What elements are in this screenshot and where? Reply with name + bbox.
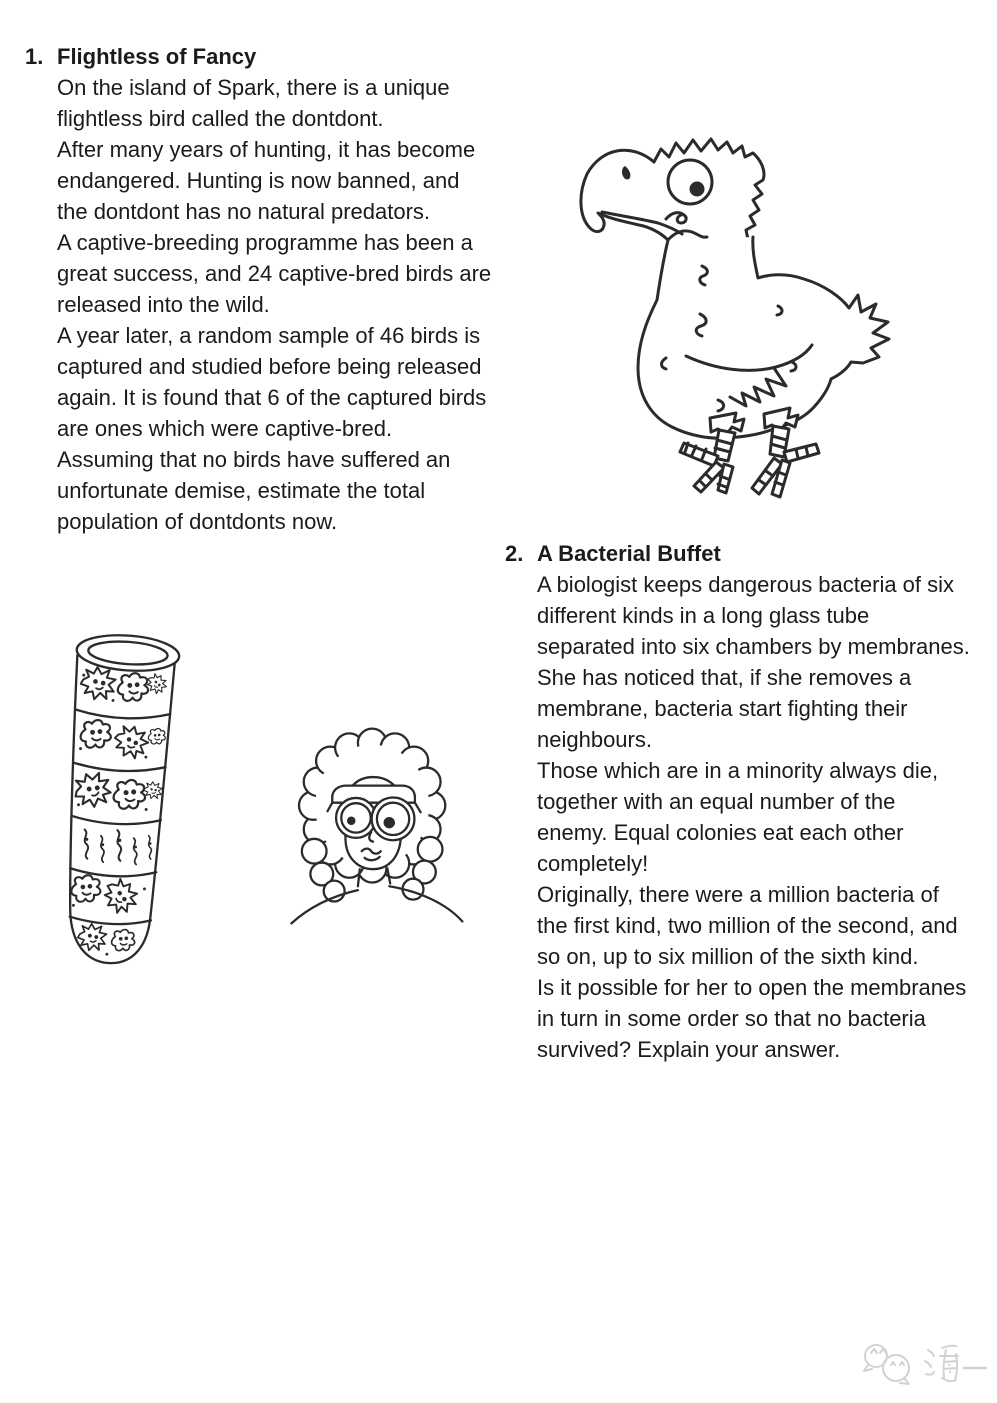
- dodo-bird-illustration: [568, 116, 900, 508]
- problem-2: [505, 538, 970, 1065]
- tube-opening: [76, 632, 181, 674]
- scientist-left-pupil: [347, 816, 356, 825]
- problem-1-line: are ones which were captive-bred.: [57, 416, 393, 441]
- problem-1-line: again. It is found that 6 of the captured birds: [57, 385, 487, 410]
- scientist-shoulders: [291, 886, 462, 923]
- problem-2-line: completely!: [537, 851, 649, 876]
- problem-1-line: endangered. Hunting is now banned, and: [57, 168, 460, 193]
- problem-2-heading: [505, 538, 970, 569]
- problem-1-line: After many years of hunting, it has become: [57, 137, 476, 162]
- problem-1-number: 1.: [25, 44, 44, 69]
- problem-2-title: A Bacterial Buffet: [537, 541, 721, 566]
- problem-1-line: A year later, a random sample of 46 birds is: [57, 323, 481, 348]
- problem-1: [25, 41, 491, 537]
- watermark: [856, 1338, 988, 1390]
- problem-2-line: different kinds in a long glass tube: [537, 603, 870, 628]
- bacteria-chamber-3: [68, 766, 163, 816]
- tube-membrane: [75, 708, 170, 722]
- problem-2-line: neighbours.: [537, 727, 652, 752]
- problem-2-line: A biologist keeps dangerous bacteria of six: [537, 572, 955, 597]
- watermark-text-hai-yi: [925, 1346, 986, 1381]
- problem-1-line: flightless bird called the dontdont.: [57, 106, 384, 131]
- test-tube-illustration: [58, 628, 208, 990]
- bird-pupil: [690, 182, 705, 197]
- scientist-illustration: [280, 720, 470, 931]
- problem-1-line: A captive-breeding programme has been a: [57, 230, 473, 255]
- problem-1-title: Flightless of Fancy: [57, 44, 257, 69]
- problem-2-body: [537, 569, 970, 1065]
- problem-2-number: 2.: [505, 541, 524, 566]
- problem-1-heading: [25, 41, 491, 72]
- tube-membrane: [72, 814, 161, 827]
- problem-1-body: [57, 72, 491, 537]
- tube-membrane: [73, 761, 165, 774]
- problem-1-line: released into the wild.: [57, 292, 270, 317]
- scientist-right-pupil: [384, 817, 395, 828]
- problem-1-line: captured and studied before being released: [57, 354, 482, 379]
- problem-2-line: enemy. Equal colonies eat each other: [537, 820, 904, 845]
- bacteria-chamber-2: [78, 719, 166, 763]
- problem-1-line: population of dontdonts now.: [57, 509, 338, 534]
- problem-2-line: membrane, bacteria start fighting their: [537, 696, 908, 721]
- bacteria-chamber-5: [70, 870, 147, 920]
- problem-2-line: She has noticed that, if she removes a: [537, 665, 912, 690]
- tube-membrane: [69, 915, 151, 927]
- chat-bubbles-logo-icon: [864, 1345, 909, 1384]
- bird-body: [638, 237, 889, 438]
- problem-2-line: the first kind, two million of the second, and: [537, 913, 958, 938]
- bacteria-chamber-1: [80, 666, 171, 706]
- problem-1-line: unfortunate demise, estimate the total: [57, 478, 426, 503]
- bird-eye: [668, 160, 712, 204]
- problem-2-line: in turn in some order so that no bacteria: [537, 1006, 926, 1031]
- problem-2-line: Is it possible for her to open the membranes: [537, 975, 967, 1000]
- problem-1-line: On the island of Spark, there is a unique: [57, 75, 450, 100]
- bacteria-chamber-4: [82, 828, 152, 866]
- problem-2-line: Originally, there were a million bacteria of: [537, 882, 939, 907]
- problem-2-line: separated into six chambers by membranes.: [537, 634, 970, 659]
- bird-beak: [581, 150, 668, 240]
- problem-2-line: together with an equal number of the: [537, 789, 896, 814]
- problem-2-line: survived? Explain your answer.: [537, 1037, 841, 1062]
- problem-1-line: the dontdont has no natural predators.: [57, 199, 431, 224]
- problem-1-line: Assuming that no birds have suffered an: [57, 447, 451, 472]
- problem-1-line: great success, and 24 captive-bred birds are: [57, 261, 492, 286]
- problem-2-line: so on, up to six million of the sixth kind.: [537, 944, 919, 969]
- problem-2-line: Those which are in a minority always die,: [537, 758, 939, 783]
